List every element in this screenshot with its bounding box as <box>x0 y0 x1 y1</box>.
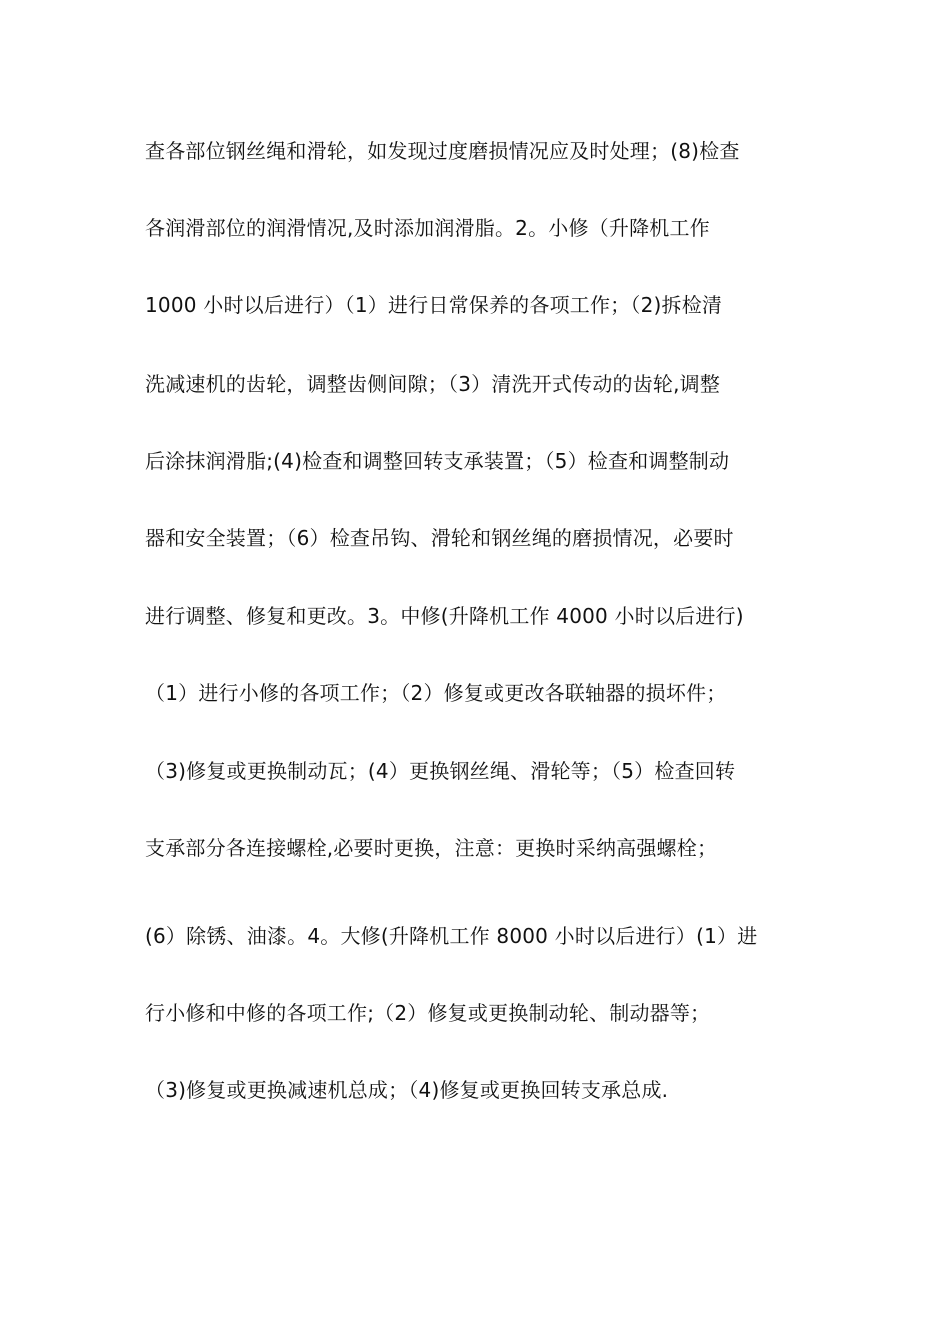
text-line: （1）进行小修的各项工作；（2）修复或更改各联轴器的损坏件； <box>145 681 727 705</box>
text-line: 器和安全装置；（6）检查吊钩、滑轮和钢丝绳的磨损情况，必要时 <box>145 526 734 550</box>
text-line: 行小修和中修的各项工作;（2）修复或更换制动轮、制动器等； <box>145 1001 711 1025</box>
text-line: （3)修复或更换制动瓦；(4）更换钢丝绳、滑轮等；（5）检查回转 <box>145 759 736 783</box>
text-line: 1000 小时以后进行）（1）进行日常保养的各项工作；（2)拆检清 <box>145 293 723 317</box>
text-line: 洗减速机的齿轮，调整齿侧间隙；（3）清洗开式传动的齿轮,调整 <box>145 372 721 396</box>
text-line: 后涂抹润滑脂;(4)检查和调整回转支承装置；（5）检查和调整制动 <box>145 449 730 473</box>
text-line: 各润滑部位的润滑情况,及时添加润滑脂。2。小修（升降机工作 <box>145 216 710 240</box>
text-line: 查各部位钢丝绳和滑轮，如发现过度磨损情况应及时处理；(8)检查 <box>145 139 740 163</box>
text-line: 支承部分各连接螺栓,必要时更换，注意：更换时采纳高强螺栓； <box>145 836 718 860</box>
text-line: (6）除锈、油漆。4。大修(升降机工作 8000 小时以后进行）(1）进 <box>145 924 758 948</box>
text-line: 进行调整、修复和更改。3。中修(升降机工作 4000 小时以后进行) <box>145 604 744 628</box>
text-line: （3)修复或更换减速机总成；（4)修复或更换回转支承总成. <box>145 1078 669 1102</box>
